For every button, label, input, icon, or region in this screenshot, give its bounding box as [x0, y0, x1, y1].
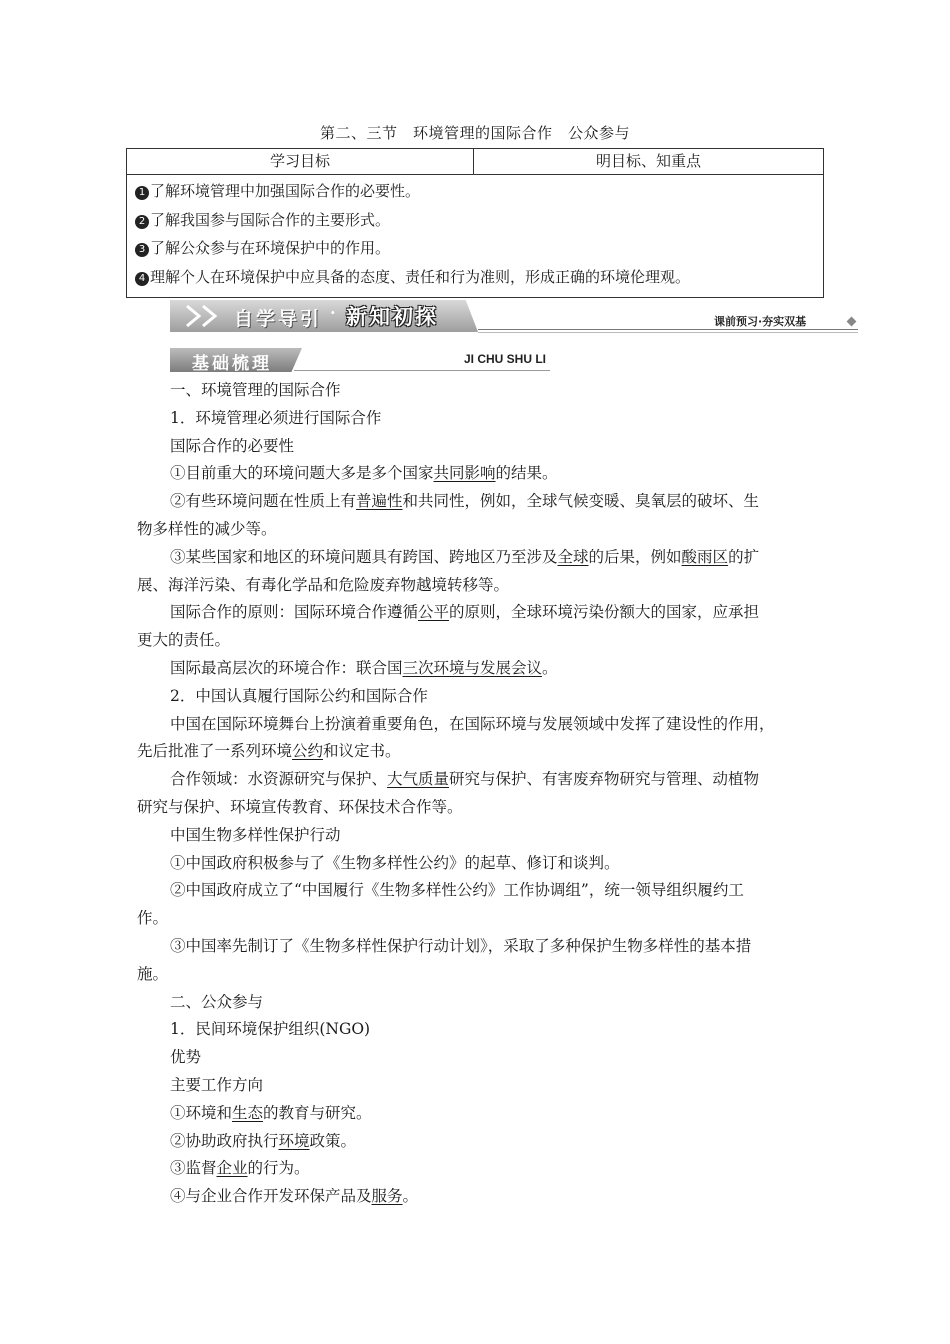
section-tag-rule [294, 370, 550, 371]
text-run: 二、公众参与 [170, 992, 264, 1011]
underlined-answer: 三次环境与发展会议 [402, 658, 543, 677]
objective-text: 了解环境管理中加强国际合作的必要性。 [150, 182, 421, 200]
diamond-icon [847, 317, 857, 327]
text-run: ①中国政府积极参与了《生物多样性公约》的起草、修订和谈判。 [170, 853, 620, 872]
objectives-header-right: 明目标、知重点 [595, 152, 701, 170]
number-circle-icon: 1 [135, 186, 149, 200]
text-run: ③监督 [170, 1159, 217, 1178]
text-run: 研究与保护、有害废弃物研究与管理、动植物 [449, 770, 760, 789]
text-run: 1．环境管理必须进行国际合作 [170, 408, 382, 427]
banner-title-left: 自学导引 [234, 308, 323, 330]
underlined-answer: 大气质量 [387, 770, 450, 789]
text-line [137, 738, 817, 766]
text-line [137, 1016, 817, 1044]
text-line [137, 544, 817, 572]
banner-rule [478, 329, 858, 330]
text-line [137, 1044, 817, 1072]
objective-item [135, 263, 817, 292]
underlined-answer: 共同影响 [433, 464, 496, 483]
objective-text: 了解我国参与国际合作的主要形式。 [150, 210, 391, 229]
text-run: 施。 [137, 964, 169, 983]
page-title: 第二、三节 环境管理的国际合作 公众参与 [319, 124, 630, 142]
text-run: 更大的责任。 [137, 631, 231, 650]
underlined-answer: 公约 [292, 742, 324, 761]
objectives-list [127, 175, 823, 297]
number-circle-icon: 3 [135, 243, 149, 257]
text-run: 优势 [170, 1048, 202, 1067]
text-line [137, 1155, 817, 1183]
text-line [137, 961, 817, 989]
text-line [137, 1128, 817, 1156]
text-line [137, 377, 817, 405]
underlined-answer: 环境 [278, 1131, 310, 1150]
text-run: 的后果，例如 [588, 547, 682, 566]
text-run: ②有些环境问题在性质上有 [170, 492, 357, 511]
text-line [137, 850, 817, 878]
section-banner [170, 300, 858, 334]
chevron-right-icon [200, 304, 220, 328]
text-run: ②协助政府执行 [170, 1131, 279, 1150]
text-run: 作。 [137, 909, 169, 928]
section-tag-label: 基础梳理 [192, 354, 272, 374]
text-line [137, 460, 817, 488]
text-run: 的教育与研究。 [263, 1103, 372, 1122]
text-run: 的结果。 [495, 464, 558, 483]
text-line [137, 516, 817, 544]
text-run: 的行为。 [247, 1159, 310, 1178]
text-run: 物多样性的减少等。 [137, 519, 277, 538]
text-line [137, 599, 817, 627]
text-run: 中国生物多样性保护行动 [170, 825, 341, 844]
number-circle-icon: 2 [135, 215, 149, 229]
text-line [137, 572, 817, 600]
text-run: 国际合作的原则：国际环境合作遵循 [170, 603, 419, 622]
underlined-answer: 企业 [216, 1159, 248, 1178]
section-tag [170, 348, 550, 372]
underlined-answer: 普遍性 [356, 492, 403, 511]
text-run: ②中国政府成立了“中国履行《生物多样性公约》工作协调组”，统一领导组织履约工 [170, 881, 744, 900]
text-run: 研究与保护、环境宣传教育、环保技术合作等。 [137, 797, 463, 816]
underlined-answer: 酸雨区 [681, 547, 729, 566]
text-line [137, 933, 817, 961]
section-tag-pinyin: JI CHU SHU LI [463, 352, 546, 366]
text-run: ①环境和 [170, 1103, 233, 1122]
underlined-answer: 公平 [418, 603, 450, 622]
text-run: 展、海洋污染、有毒化学品和危险废弃物越境转移等。 [137, 575, 510, 594]
text-line [137, 488, 817, 516]
text-run: 主要工作方向 [170, 1075, 264, 1094]
underlined-answer: 全球 [557, 547, 589, 566]
text-line [137, 905, 817, 933]
text-run: 合作领域：水资源研究与保护、 [170, 770, 388, 789]
text-run: 。 [402, 1187, 419, 1206]
text-line [137, 877, 817, 905]
text-line [137, 405, 817, 433]
text-run: 一、环境管理的国际合作 [170, 381, 341, 399]
text-run: 2．中国认真履行国际公约和国际合作 [170, 686, 428, 705]
text-line [137, 822, 817, 850]
text-run: 国际最高层次的环境合作：联合国 [170, 658, 403, 677]
objective-item [135, 234, 817, 263]
text-run: 的原则，全球环境污染份额大的国家，应承担 [449, 603, 760, 622]
text-line [137, 627, 817, 655]
objective-item [135, 206, 817, 235]
text-run: 政策。 [309, 1131, 357, 1150]
text-line [137, 794, 817, 822]
text-run: ③某些国家和地区的环境问题具有跨国、跨地区乃至涉及 [170, 547, 558, 566]
objective-item [135, 177, 817, 206]
text-line [137, 766, 817, 794]
text-run: ③中国率先制订了《生物多样性保护行动计划》，采取了多种保护生物多样性的基本措 [170, 936, 752, 955]
underlined-answer: 生态 [232, 1103, 264, 1122]
text-run: 先后批准了一系列环境 [137, 742, 293, 761]
text-run: 1．民间环境保护组织(NGO) [170, 1020, 371, 1039]
objective-text: 理解个人在环境保护中应具备的态度、责任和行为准则，形成正确的环境伦理观。 [150, 267, 691, 286]
text-line [137, 1100, 817, 1128]
text-line [137, 711, 817, 739]
text-run: 和议定书。 [323, 742, 401, 761]
text-run: 和共同性，例如，全球气候变暖、臭氧层的破坏、生 [402, 492, 760, 511]
text-line [137, 655, 817, 683]
document-body [137, 377, 817, 1211]
number-circle-icon: 4 [135, 272, 149, 286]
objective-text: 了解公众参与在环境保护中的作用。 [150, 239, 391, 257]
banner-tagline: 课前预习·夯实双基 [714, 315, 807, 328]
objectives-header [127, 149, 823, 175]
text-run: 的扩 [728, 547, 760, 566]
text-line [137, 433, 817, 461]
objectives-table [126, 148, 824, 298]
text-run: ④与企业合作开发环保产品及 [170, 1187, 372, 1206]
banner-title-right: 新知初探 [346, 305, 438, 329]
text-run: ①目前重大的环境问题大多是多个国家 [170, 464, 434, 483]
text-run: 中国在国际环境舞台上扮演着重要角色，在国际环境与发展领域中发挥了建设性的作用， [170, 714, 775, 733]
text-run: 。 [542, 658, 558, 677]
objectives-header-left: 学习目标 [127, 149, 474, 174]
text-line [137, 1183, 817, 1211]
text-line [137, 1072, 817, 1100]
text-run: 国际合作的必要性 [170, 436, 295, 455]
banner-dot: · [330, 303, 336, 322]
text-line [137, 989, 817, 1017]
banner-rule [478, 332, 858, 333]
text-line [137, 683, 817, 711]
underlined-answer: 服务 [371, 1187, 403, 1206]
